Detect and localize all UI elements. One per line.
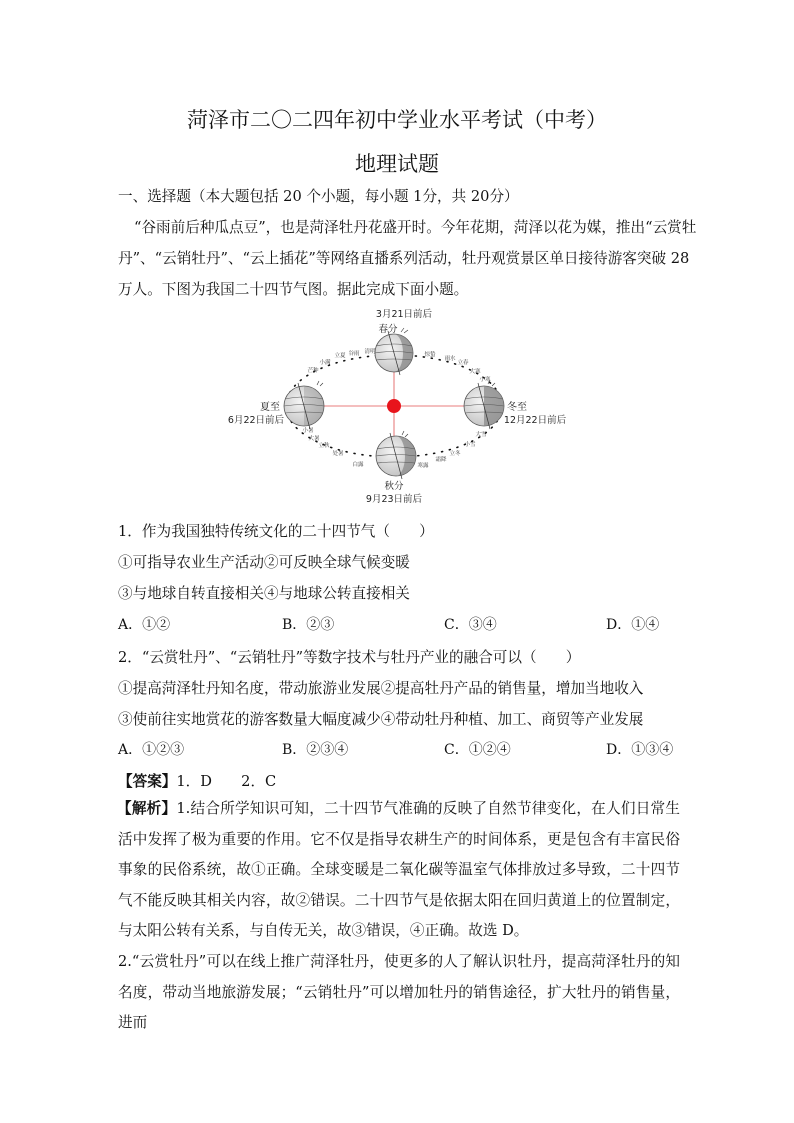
question-2-option-c: C．①②④ [444, 742, 511, 758]
question-2-option-b: B．②③④ [282, 742, 349, 758]
analysis-paragraph-1 [118, 794, 680, 947]
term-label: 立夏 [334, 353, 346, 359]
term-label: 清明 [364, 349, 376, 355]
answer-line [118, 770, 276, 791]
globe-autumn-icon [376, 433, 416, 479]
term-label: 大寒 [469, 369, 481, 375]
term-label: 立春 [457, 360, 469, 366]
globe-winter-icon [464, 383, 504, 429]
term-label: 立冬 [449, 451, 461, 457]
term-label: 白露 [352, 462, 364, 468]
autumn-date-label: 9月23日前后 [365, 494, 423, 505]
term-label: 寒露 [417, 463, 429, 469]
term-label: 小满 [319, 360, 331, 366]
summer-date-label: 6月22日前后 [227, 415, 285, 426]
globe-spring-icon [375, 331, 413, 375]
term-label: 大雪 [475, 432, 487, 438]
term-label: 惊蛰 [424, 352, 436, 358]
question-2-stem: 2．“云赏牡丹”、“云销牡丹”等数字技术与牡丹产业的融合可以（ ） [118, 649, 581, 666]
autumn-label: 秋分 [384, 481, 404, 492]
answer-label: 【答案】 [118, 773, 177, 790]
question-2-statement: ①提高菏泽牡丹知名度，带动旅游业发展②提高牡丹产品的销售量，增加当地收入 [118, 680, 644, 697]
intro-line: “谷雨前后种瓜点豆”，也是菏泽牡丹花盛开时。今年花期，菏泽以花为媒，推出“云赏牡 [134, 219, 697, 236]
globe-summer-icon [284, 383, 324, 429]
analysis-text: 1.结合所学知识可知，二十四节气准确的反映了自然节律变化，在人们日常生活中发挥了极为重要的作用。它不仅是指导农耕生产的时间体系，更是包含有丰富民俗事象的民俗系统，故①正确。全球变暖是二氧化碳等温室气体排放过多导致，二十四节气不能反映其相关内容，故②错误。二十四节气是依据太阳在回归黄道上的位置制定，与太阳公转有关系，与自传无关，故③错误，④正确。故选 D。 [118, 800, 680, 939]
question-2-option-d: D．①③④ [606, 742, 674, 758]
term-label: 处暑 [332, 451, 344, 457]
term-label: 霜降 [435, 457, 447, 463]
section-heading: 一、选择题（本大题包括 20 个小题，每小题 1分，共 20分） [118, 188, 519, 205]
term-label: 芒种 [307, 368, 319, 374]
intro-line: 丹”、“云销牡丹”、“云上插花”等网络直播系列活动，牡丹观赏景区单日接待游客突破 28 [118, 250, 690, 267]
spring-label: 春分 [378, 324, 398, 335]
question-1-statement: ①可指导农业生产活动②可反映全球气候变暖 [118, 554, 410, 571]
term-label: 小寒 [479, 377, 491, 383]
question-1-stem: 1．作为我国独特传统文化的二十四节气（ ） [118, 523, 434, 540]
page-title: 菏泽市二〇二四年初中学业水平考试（中考） [187, 108, 607, 132]
question-1-option-b: B．②③ [282, 617, 335, 633]
question-1-statement: ③与地球自转直接相关④与地球公转直接相关 [118, 585, 410, 602]
question-2-option-a: A．①②③ [118, 742, 185, 758]
page-subtitle: 地理试题 [355, 152, 439, 176]
question-1-option-a: A．①② [118, 617, 171, 633]
term-label: 小暑 [302, 428, 314, 434]
question-1-option-d: D．①④ [606, 617, 660, 633]
solar-terms-diagram [218, 306, 578, 506]
sun-icon [387, 399, 401, 413]
analysis-paragraph-2: 2.“云赏牡丹”可以在线上推广菏泽牡丹，使更多的人了解认识牡丹，提高菏泽牡丹的知名度，带动当地旅游发展；“云销牡丹”可以增加牡丹的销售途径，扩大牡丹的销售量，进而 [118, 953, 680, 1031]
term-label: 大暑 [308, 436, 320, 442]
answer-text: 1．D 2．C [176, 773, 277, 790]
winter-date-label: 12月22日前后 [503, 415, 567, 426]
question-2-statement: ③使前往实地赏花的游客数量大幅度减少④带动牡丹种植、加工、商贸等产业发展 [118, 711, 644, 728]
analysis-label: 【解析】 [117, 800, 177, 817]
term-label: 小雪 [464, 442, 476, 448]
term-label: 雨水 [444, 356, 456, 362]
winter-label: 冬至 [507, 402, 527, 413]
summer-label: 夏至 [260, 402, 280, 413]
intro-line: 万人。下图为我国二十四节气图。据此完成下面小题。 [118, 281, 469, 298]
spring-date-label: 3月21日前后 [375, 309, 433, 320]
question-1-option-c: C．③④ [444, 617, 497, 633]
term-label: 立秋 [318, 443, 330, 449]
term-label: 谷雨 [348, 351, 360, 357]
